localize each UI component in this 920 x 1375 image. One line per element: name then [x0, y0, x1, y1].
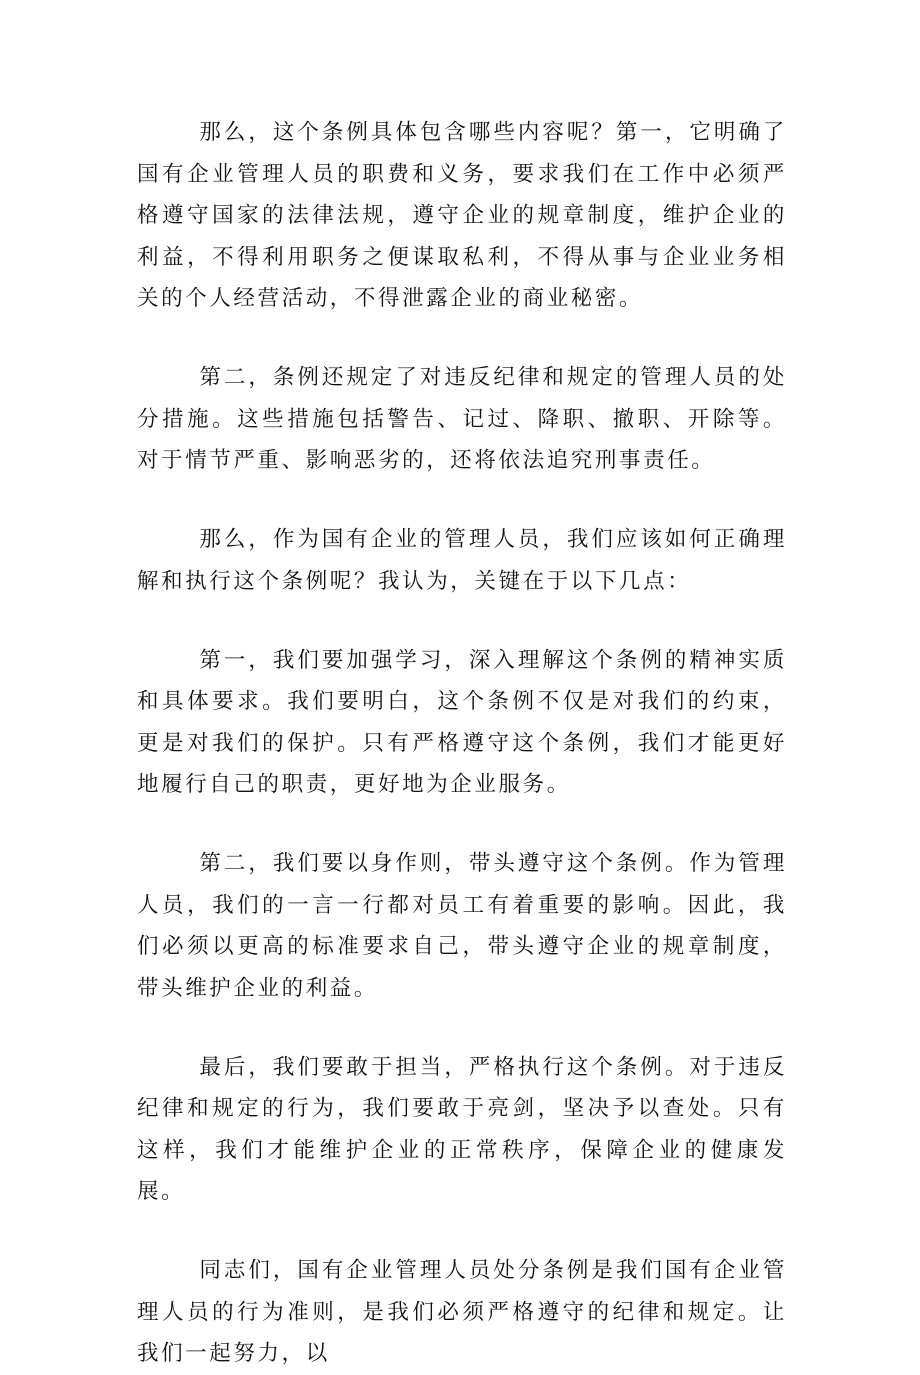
paragraph-how-to-understand: 那么，作为国有企业的管理人员，我们应该如何正确理解和执行这个条例呢？我认为，关键在于以下几点： — [137, 527, 787, 594]
paragraph-content-overview: 那么，这个条例具体包含哪些内容呢？第一，它明确了国有企业管理人员的职费和义务，要求我们在工作中必须严格遵守国家的法律法规，遵守企业的规章制度，维护企业的利益，不得利用职务之便谋取私利，不得从事与企业业务相关的个人经营活动，不得泄露企业的商业秘密。 — [137, 120, 787, 311]
paragraph-point-lead-by-example: 第二，我们要以身作则，带头遵守这个条例。作为管理人员，我们的一言一行都对员工有着重要的影响。因此，我们必须以更高的标准要求自己，带头遵守企业的规章制度，带头维护企业的利益。 — [137, 851, 787, 1001]
paragraph-penalty-measures: 第二，条例还规定了对违反纪律和规定的管理人员的处分措施。这些措施包括警告、记过、降职、撤职、开除等。对于情节严重、影响恶劣的，还将依法追究刑事责任。 — [137, 365, 787, 473]
document-body — [137, 112, 787, 1375]
paragraph-point-study: 第一，我们要加强学习，深入理解这个条例的精神实质和具体要求。我们要明白，这个条例不仅是对我们的约束，更是对我们的保护。只有严格遵守这个条例，我们才能更好地履行自己的职责，更好地为企业服务。 — [137, 647, 787, 797]
paragraph-closing: 同志们，国有企业管理人员处分条例是我们国有企业管理人员的行为准则，是我们必须严格遵守的纪律和规定。让我们一起努力，以 — [137, 1258, 787, 1366]
paragraph-point-take-responsibility: 最后，我们要敢于担当，严格执行这个条例。对于违反纪律和规定的行为，我们要敢于亮剑，坚决予以查处。只有这样，我们才能维护企业的正常秩序，保障企业的健康发展。 — [137, 1054, 787, 1204]
